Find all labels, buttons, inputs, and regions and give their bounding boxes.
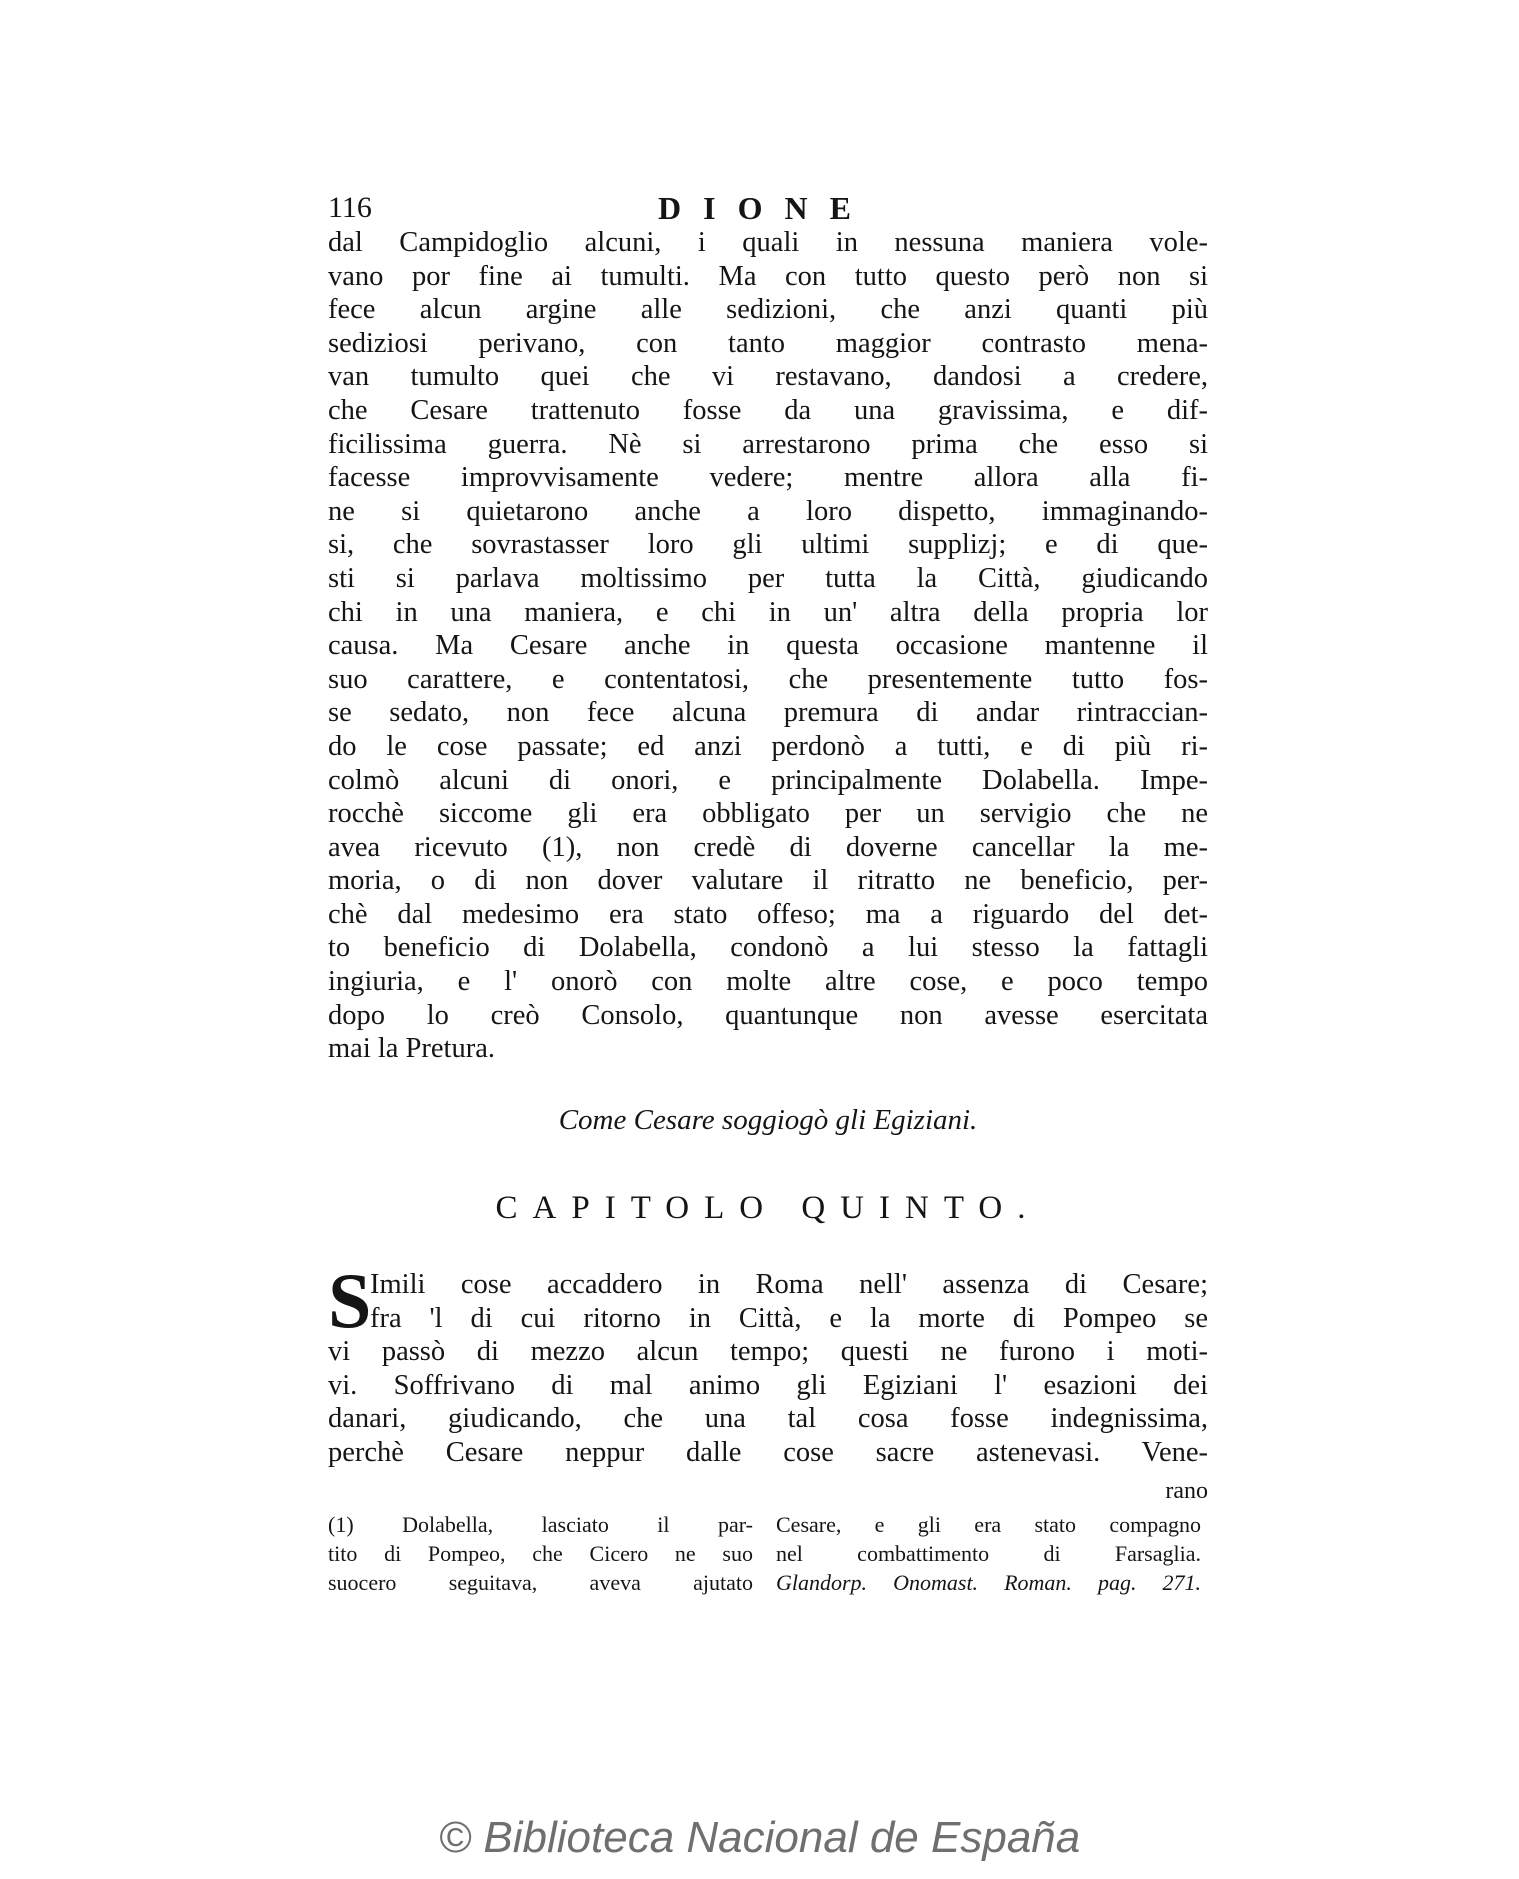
text-line: ficilissima guerra. Nè si arrestarono prima che esso si bbox=[328, 428, 1208, 460]
text-line: dopo lo creò Consolo, quantunque non avesse esercitata bbox=[328, 999, 1208, 1031]
footnotes bbox=[328, 1510, 1208, 1600]
text-line: fece alcun argine alle sedizioni, che anzi quanti più bbox=[328, 294, 1208, 326]
text-line: sti si parlava moltissimo per tutta la Città, giudicando bbox=[328, 562, 1208, 594]
text-line: ingiuria, e l' onorò con molte altre cose, e poco tempo bbox=[328, 966, 1208, 998]
main-text-block bbox=[328, 226, 1208, 1066]
chapter-subtitle: Come Cesare soggiogò gli Egiziani. bbox=[558, 1104, 978, 1136]
chapter-text-block bbox=[328, 1268, 1208, 1470]
footnote-line: tito di Pompeo, che Cicero ne suo bbox=[328, 1541, 753, 1566]
footnote-column-right bbox=[776, 1510, 1201, 1597]
text-line: to beneficio di Dolabella, condonò a lui stesso la fattagli bbox=[328, 932, 1208, 964]
text-line: perchè Cesare neppur dalle cose sacre astenevasi. Vene- bbox=[328, 1436, 1208, 1468]
text-line: do le cose passate; ed anzi perdonò a tutti, e di più ri- bbox=[328, 730, 1208, 762]
running-head bbox=[328, 188, 1208, 228]
text-line: se sedato, non fece alcuna premura di andar rintraccian- bbox=[328, 697, 1208, 729]
text-line: danari, giudicando, che una tal cosa fosse indegnissima, bbox=[328, 1403, 1208, 1435]
text-line: avea ricevuto (1), non credè di doverne cancellar la me- bbox=[328, 831, 1208, 863]
running-title: DIONE bbox=[658, 190, 873, 226]
drop-cap: S bbox=[328, 1257, 372, 1344]
text-line: van tumulto quei che vi restavano, dandosi a credere, bbox=[328, 361, 1208, 393]
text-line: vi passò di mezzo alcun tempo; questi ne furono i moti- bbox=[328, 1336, 1208, 1368]
text-line: vi. Soffrivano di mal animo gli Egiziani l' esazioni dei bbox=[328, 1369, 1208, 1401]
text-line: chè dal medesimo era stato offeso; ma a riguardo del det- bbox=[328, 898, 1208, 930]
footnote-line: nel combattimento di Farsaglia. bbox=[776, 1541, 1201, 1566]
text-line: mai la Pretura. bbox=[328, 1033, 495, 1065]
footnote-line: Glandorp. Onomast. Roman. pag. 271. bbox=[776, 1570, 1201, 1595]
page-number: 116 bbox=[328, 191, 372, 224]
text-line: suo carattere, e contentatosi, che presentemente tutto fos- bbox=[328, 663, 1208, 695]
text-line: moria, o di non dover valutare il ritratto ne beneficio, per- bbox=[328, 865, 1208, 897]
text-line: fra 'l di cui ritorno in Città, e la morte di Pompeo se bbox=[370, 1302, 1208, 1334]
chapter-heading: CAPITOLO QUINTO. bbox=[495, 1190, 1041, 1226]
watermark: © Biblioteca Nacional de España bbox=[438, 1813, 1081, 1862]
text-line: ne si quietarono anche a loro dispetto, immaginando- bbox=[328, 495, 1208, 527]
text-line: rocchè siccome gli era obbligato per un servigio che ne bbox=[328, 798, 1208, 830]
footnote-column-left bbox=[328, 1510, 753, 1597]
text-line: chi in una maniera, e chi in un' altra della propria lor bbox=[328, 596, 1208, 628]
text-line: che Cesare trattenuto fosse da una gravissima, e dif- bbox=[328, 394, 1208, 426]
text-line: dal Campidoglio alcuni, i quali in nessuna maniera vole- bbox=[328, 227, 1208, 258]
text-line: Imili cose accaddero in Roma nell' assenza di Cesare; bbox=[370, 1269, 1208, 1300]
footnote-line: suocero seguitava, aveva ajutato bbox=[328, 1570, 753, 1595]
drop-cap-indent bbox=[328, 1268, 1208, 1335]
text-line: causa. Ma Cesare anche in questa occasione mantenne il bbox=[328, 630, 1208, 662]
text-line: colmò alcuni di onori, e principalmente Dolabella. Impe- bbox=[328, 764, 1208, 796]
footnote-line: (1) Dolabella, lasciato il par- bbox=[328, 1512, 753, 1537]
text-line: sediziosi perivano, con tanto maggior contrasto mena- bbox=[328, 327, 1208, 359]
catchword: rano bbox=[1165, 1478, 1208, 1504]
footnote-line: Cesare, e gli era stato compagno bbox=[776, 1512, 1201, 1537]
text-line: vano por fine ai tumulti. Ma con tutto questo però non si bbox=[328, 260, 1208, 292]
text-line: si, che sovrastasser loro gli ultimi supplizj; e di que- bbox=[328, 529, 1208, 561]
text-line: facesse improvvisamente vedere; mentre allora alla fi- bbox=[328, 462, 1208, 494]
